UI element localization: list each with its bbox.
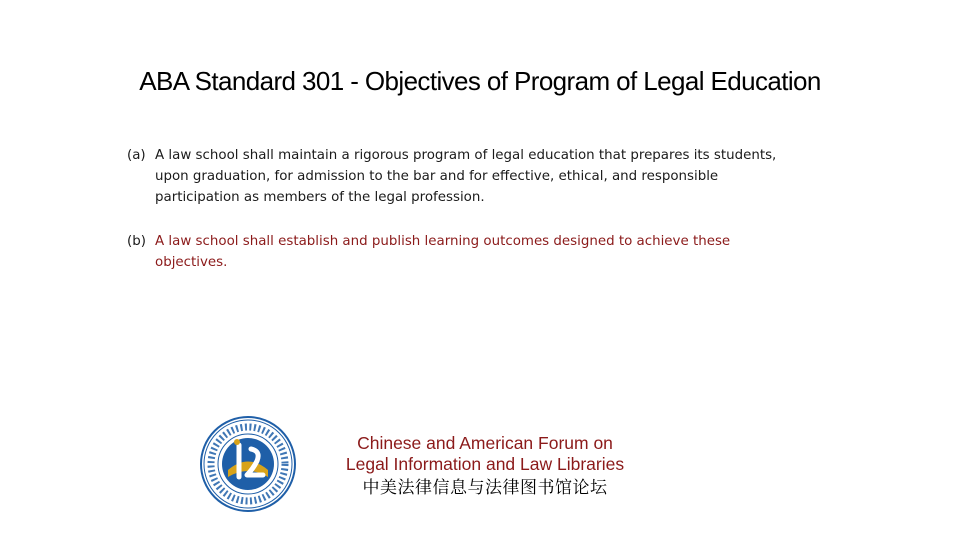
forum-caption <box>310 433 660 499</box>
list-item-b <box>127 231 787 273</box>
list-text-a: A law school shall maintain a rigorous program of legal education that prepares its students, upon graduation, for admission to the bar and for effective, ethical, and responsible participation as members of the legal profession. <box>155 148 777 205</box>
list-text-b: A law school shall establish and publish learning outcomes designed to achieve these objectives. <box>155 234 731 270</box>
forum-seal-logo-icon <box>199 415 297 513</box>
slide-title: ABA Standard 301 - Objectives of Program of Legal Education <box>139 66 821 96</box>
list-marker-a: (a) <box>127 148 146 163</box>
forum-name-line-1: Chinese and American Forum on <box>357 433 613 453</box>
forum-name-chinese: 中美法律信息与法律图书馆论坛 <box>362 478 608 498</box>
list-item-a <box>127 145 787 208</box>
forum-name-line-2: Legal Information and Law Libraries <box>345 454 625 474</box>
list-marker-b: (b) <box>127 234 146 249</box>
